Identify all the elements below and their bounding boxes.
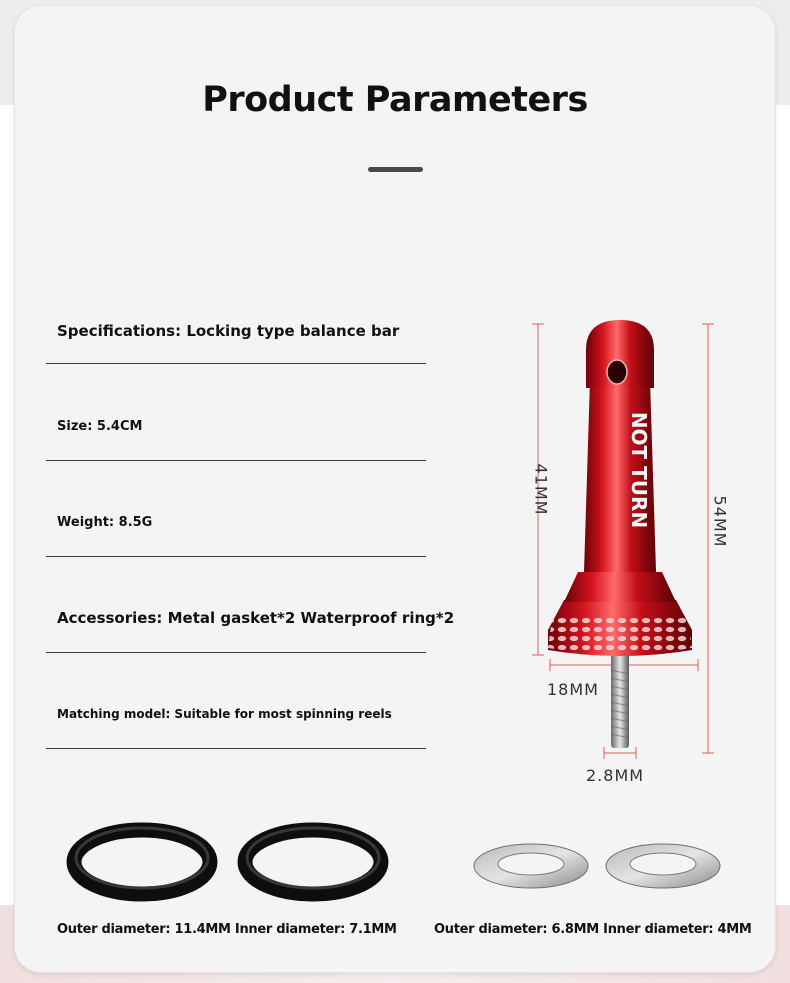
ring-dimensions-caption: Outer diameter: 11.4MM Inner diameter: 7.1MM bbox=[57, 922, 397, 937]
metal-gaskets bbox=[468, 840, 728, 895]
lanyard-hole bbox=[607, 360, 627, 384]
spec-divider bbox=[46, 363, 426, 364]
gasket-dimensions-caption: Outer diameter: 6.8MM Inner diameter: 4MM bbox=[434, 922, 752, 937]
spec-size: Size: 5.4CM bbox=[57, 419, 143, 434]
engraving-text: NOT TURN bbox=[627, 411, 651, 529]
metal-gasket-icon bbox=[606, 844, 720, 888]
spec-specifications: Specifications: Locking type balance bar bbox=[57, 322, 400, 340]
spec-accessories: Accessories: Metal gasket*2 Waterproof ring*2 bbox=[57, 609, 455, 627]
page-title: Product Parameters bbox=[202, 80, 588, 120]
waterproof-ring-icon bbox=[245, 828, 381, 894]
waterproof-rings bbox=[60, 822, 400, 902]
dimension-54mm: 54MM bbox=[710, 495, 730, 548]
spec-matching-model: Matching model: Suitable for most spinning reels bbox=[57, 707, 392, 721]
spec-weight: Weight: 8.5G bbox=[57, 515, 153, 530]
spec-divider bbox=[46, 652, 426, 653]
metal-gasket-icon bbox=[474, 844, 588, 888]
waterproof-ring-icon bbox=[74, 828, 210, 894]
spec-divider bbox=[46, 460, 426, 461]
title-underline bbox=[368, 167, 423, 172]
balance-bar-illustration bbox=[520, 310, 750, 790]
dimension-18mm: 18MM bbox=[547, 680, 599, 699]
spec-divider bbox=[46, 748, 426, 749]
dimension-2-8mm: 2.8MM bbox=[586, 766, 645, 785]
dimension-41mm: 41MM bbox=[531, 463, 551, 516]
spec-divider bbox=[46, 556, 426, 557]
